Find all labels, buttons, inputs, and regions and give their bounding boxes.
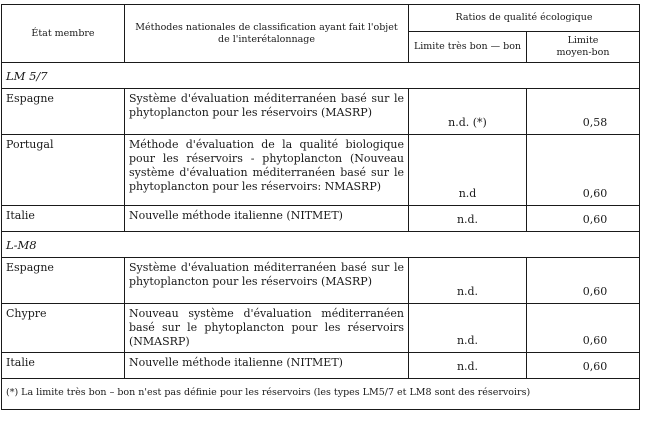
footnote: (*) La limite très bon – bon n'est pas définie pour les réservoirs (les types LM5/7 et LM8 sont des réservoirs) (2, 379, 640, 410)
method-cell: Système d'évaluation méditerranéen basé sur le phytoplancton pour les réservoirs (MASRP) (125, 258, 409, 304)
moderate-good-cell: 0,60 (527, 206, 640, 232)
header-methods: Méthodes nationales de classification ayant fait l'objet de l'interétalonnage (125, 5, 409, 63)
method-cell: Nouveau système d'évaluation méditerranéen basé sur le phytoplancton pour les réservoirs (NMASRP) (125, 304, 409, 353)
header-limit-moderate-good (527, 32, 640, 63)
moderate-good-cell: 0,58 (527, 89, 640, 135)
moderate-good-cell: 0,60 (527, 353, 640, 379)
group-label: L-M8 (2, 232, 640, 258)
method-cell: Méthode d'évaluation de la qualité biologique pour les réservoirs - phytoplancton (Nouveau système d'évaluation méditerranéen basé sur le phytoplancton pour les réservoirs: NMASRP) (125, 135, 409, 206)
moderate-good-cell: 0,60 (527, 304, 640, 353)
footnote-row (2, 379, 640, 410)
header-limit-high-good: Limite très bon — bon (409, 32, 527, 63)
table-row (2, 89, 640, 135)
table-row (2, 258, 640, 304)
high-good-cell: n.d. (409, 304, 527, 353)
header-ratios: Ratios de qualité écologique (409, 5, 640, 32)
high-good-cell: n.d. (409, 206, 527, 232)
country-cell: Espagne (2, 258, 125, 304)
moderate-good-cell: 0,60 (527, 258, 640, 304)
header-member-state: État membre (2, 5, 125, 63)
header-limit-label: Limite (567, 35, 599, 46)
table-row (2, 206, 640, 232)
classification-table (1, 4, 640, 410)
table-row (2, 304, 640, 353)
country-cell: Portugal (2, 135, 125, 206)
high-good-cell: n.d (409, 135, 527, 206)
high-good-cell: n.d. (*) (409, 89, 527, 135)
country-cell: Italie (2, 206, 125, 232)
method-cell: Nouvelle méthode italienne (NITMET) (125, 353, 409, 379)
group-label: LM 5/7 (2, 63, 640, 89)
group-row-lm8 (2, 232, 640, 258)
country-cell: Italie (2, 353, 125, 379)
country-cell: Espagne (2, 89, 125, 135)
method-cell: Nouvelle méthode italienne (NITMET) (125, 206, 409, 232)
high-good-cell: n.d. (409, 353, 527, 379)
table-row (2, 353, 640, 379)
high-good-cell: n.d. (409, 258, 527, 304)
moderate-good-cell: 0,60 (527, 135, 640, 206)
method-cell: Système d'évaluation méditerranéen basé sur le phytoplancton pour les réservoirs (MASRP) (125, 89, 409, 135)
country-cell: Chypre (2, 304, 125, 353)
table-row (2, 135, 640, 206)
group-row-lm57 (2, 63, 640, 89)
header-row-1 (2, 5, 640, 32)
header-moderate-good-label: moyen-bon (556, 47, 610, 58)
